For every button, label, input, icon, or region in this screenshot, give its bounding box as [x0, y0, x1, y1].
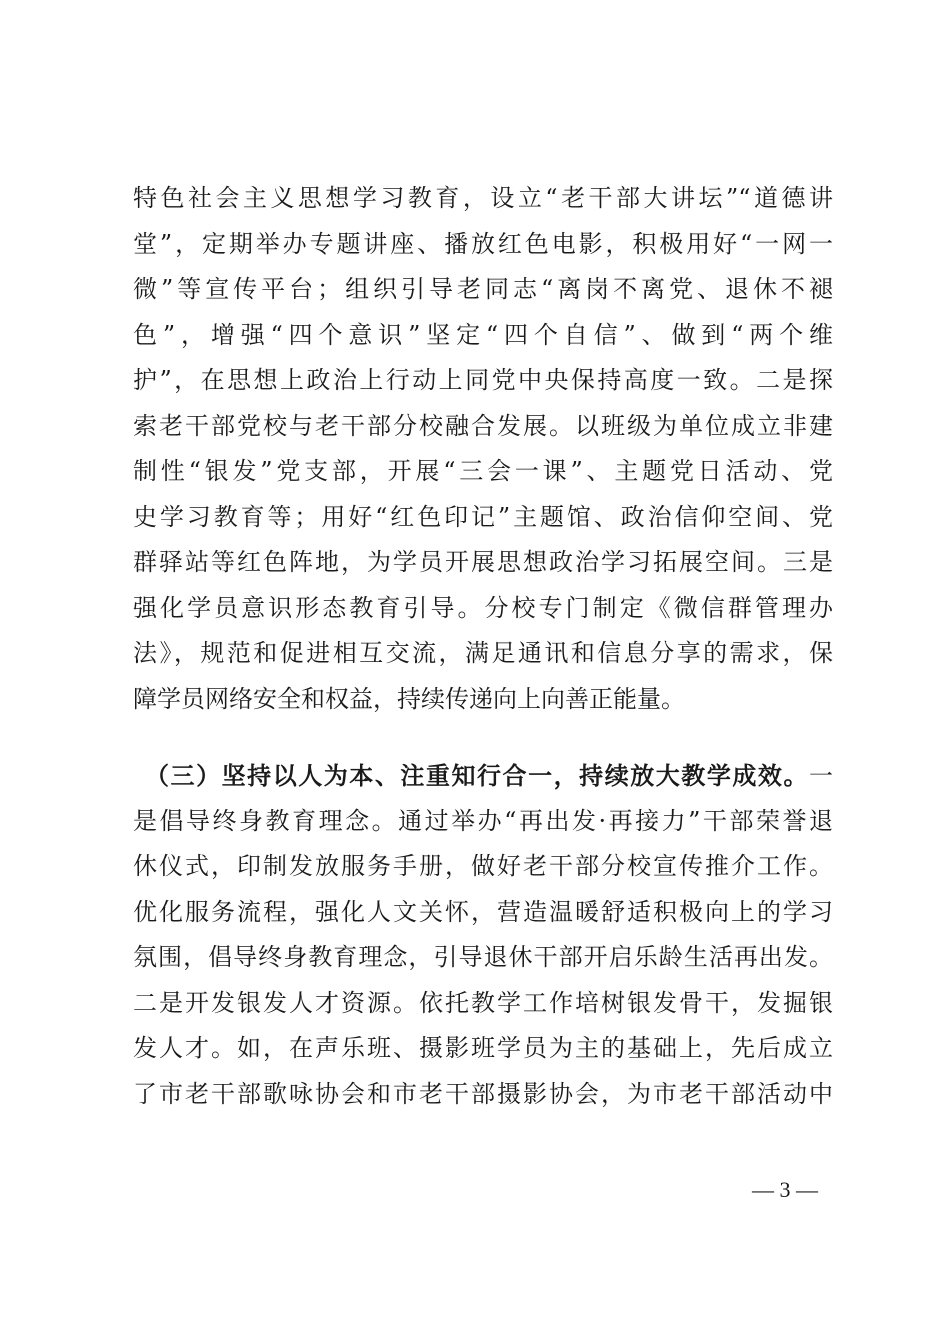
text-line: 是倡导终身教育理念。通过举办“再出发·再接力”干部荣誉退 — [133, 806, 833, 835]
section-heading: （三）坚持以人为本、注重知行合一，持续放大教学成效。 — [145, 761, 809, 790]
text-fragment: 一 — [809, 762, 833, 790]
text-line: 制性“银发”党支部，开展“三会一课”、主题党日活动、党 — [133, 457, 833, 485]
paragraph-spacer — [133, 722, 833, 753]
text-line: 史学习教育等；用好“红色印记”主题馆、政治信仰空间、党 — [133, 502, 833, 531]
paragraph-1 — [133, 176, 833, 722]
text-line: 障学员网络安全和权益，持续传递向上向善正能量。 — [133, 684, 685, 713]
text-line: 护”，在思想上政治上行动上同党中央保持高度一致。二是探 — [133, 366, 833, 394]
text-line: 微”等宣传平台；组织引导老同志“离岗不离党、退休不褪 — [133, 275, 833, 303]
text-line: 二是开发银发人才资源。依托教学工作培树银发骨干，发掘银 — [133, 988, 833, 1017]
text-line: 群驿站等红色阵地，为学员开展思想政治学习拓展空间。三是 — [133, 548, 833, 576]
text-line: 堂”，定期举办专题讲座、播放红色电影，积极用好“一网一 — [133, 229, 833, 258]
text-line: 氛围，倡导终身教育理念，引导退休干部开启乐龄生活再出发。 — [133, 943, 833, 971]
text-line: 法》，规范和促进相互交流，满足通讯和信息分享的需求，保 — [133, 639, 833, 667]
page-number: — 3 — — [752, 1177, 818, 1202]
text-line: 特色社会主义思想学习教育，设立“老干部大讲坛”“道德讲 — [133, 184, 833, 212]
text-line: 休仪式，印制发放服务手册，做好老干部分校宣传推介工作。 — [133, 852, 833, 880]
text-line: 索老干部党校与老干部分校融合发展。以班级为单位成立非建 — [133, 411, 833, 440]
text-line: 了市老干部歌咏协会和市老干部摄影协会，为市老干部活动中 — [133, 1079, 833, 1108]
paragraph-2 — [133, 753, 833, 1117]
text-line: 色”，增强“四个意识”坚定“四个自信”、做到“两个维 — [133, 320, 833, 349]
document-body — [133, 176, 833, 1117]
text-line: 发人才。如，在声乐班、摄影班学员为主的基础上，先后成立 — [133, 1034, 833, 1062]
text-line: 强化学员意识形态教育引导。分校专门制定《微信群管理办 — [133, 593, 833, 622]
paragraph-2-first-line — [133, 753, 833, 799]
text-line: 优化服务流程，强化人文关怀，营造温暖舒适积极向上的学习 — [133, 897, 833, 926]
